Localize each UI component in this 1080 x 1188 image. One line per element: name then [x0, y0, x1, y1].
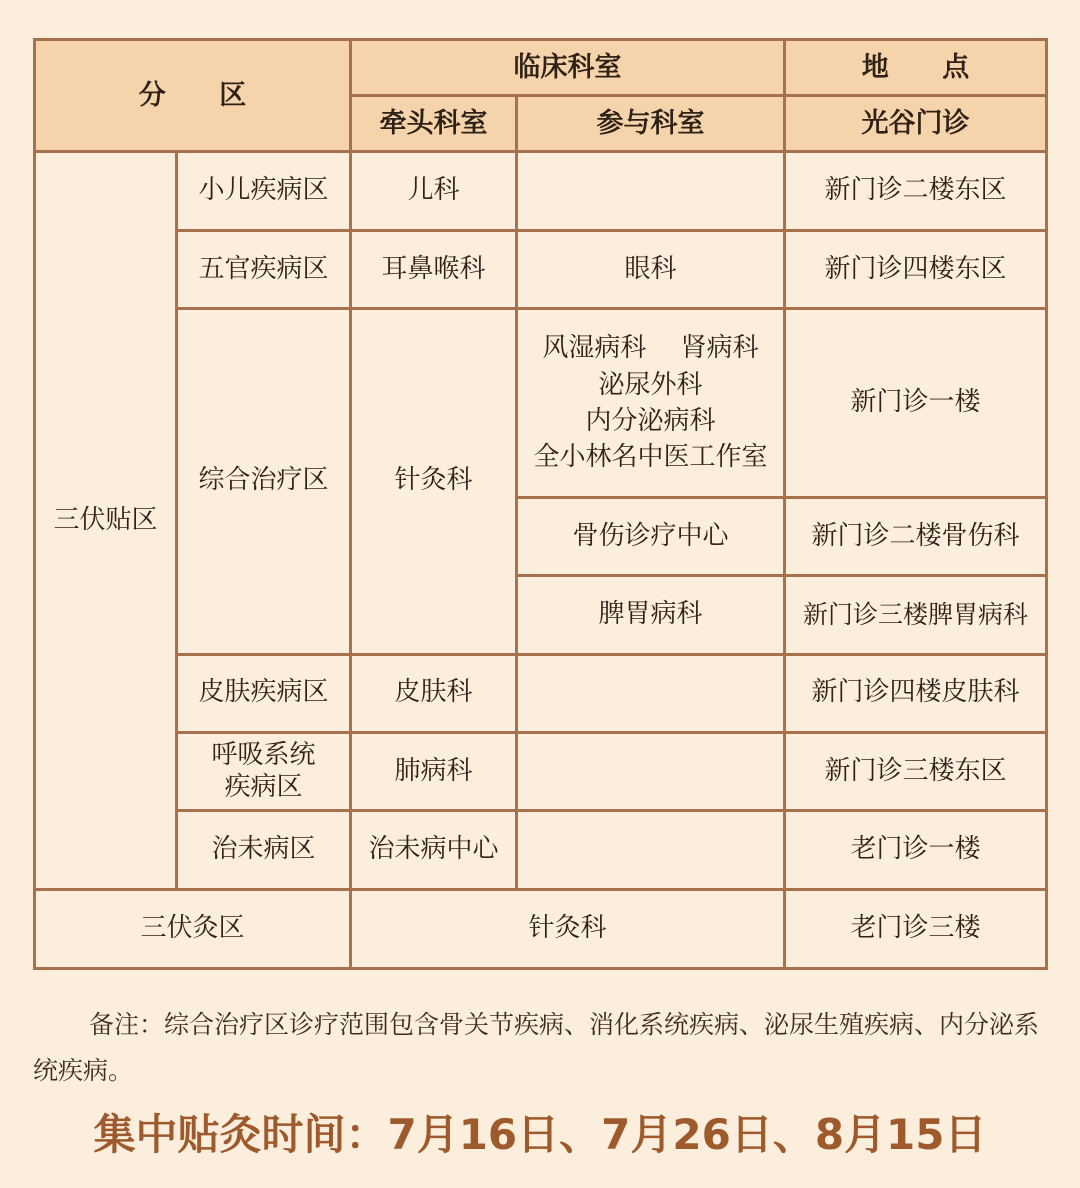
header-location: 地 点	[785, 40, 1047, 96]
zone-sanfutie: 三伏贴区	[35, 152, 177, 889]
participating-line: 泌尿外科	[598, 369, 703, 400]
table-row	[35, 152, 1047, 230]
area-cell: 皮肤疾病区	[177, 654, 351, 732]
area-line: 疾病区	[224, 771, 303, 802]
schedule-table	[33, 38, 1048, 970]
schedule-banner: 集中贴灸时间：7月16日、7月26日、8月15日	[93, 1110, 987, 1159]
header-campus: 光谷门诊	[785, 96, 1047, 152]
location-cell: 老门诊三楼	[785, 889, 1047, 968]
participating-cell: 脾胃病科	[517, 576, 785, 654]
table-row	[35, 889, 1047, 968]
zone-sanfujiu: 三伏灸区	[35, 889, 351, 968]
footnote	[33, 1002, 1045, 1094]
header-zone: 分 区	[35, 40, 351, 152]
location-cell: 新门诊三楼脾胃病科	[785, 576, 1047, 654]
area-cell: 治未病区	[177, 811, 351, 889]
table-row	[35, 732, 1047, 810]
participating-cell	[517, 654, 785, 732]
location-cell: 新门诊一楼	[785, 309, 1047, 498]
location-cell: 新门诊二楼骨伤科	[785, 497, 1047, 575]
area-cell: 综合治疗区	[177, 309, 351, 654]
header-row-1	[35, 40, 1047, 96]
location-cell: 新门诊四楼皮肤科	[785, 654, 1047, 732]
participating-cell	[517, 732, 785, 810]
participating-line: 风湿病科 肾病科	[542, 333, 759, 364]
location-cell: 新门诊二楼东区	[785, 152, 1047, 230]
lead-cell: 肺病科	[351, 732, 517, 810]
participating-line: 内分泌病科	[585, 406, 716, 437]
jiu-dept-cell: 针灸科	[351, 889, 785, 968]
lead-cell: 儿科	[351, 152, 517, 230]
table-row	[35, 230, 1047, 308]
header-lead-dept: 牵头科室	[351, 96, 517, 152]
area-cell	[177, 732, 351, 810]
footnote-text: 备注：综合治疗区诊疗范围包含骨关节疾病、消化系统疾病、泌尿生殖疾病、内分泌系统疾病。	[33, 1010, 1040, 1085]
table-row	[35, 654, 1047, 732]
lead-cell: 治未病中心	[351, 811, 517, 889]
header-participating-dept: 参与科室	[517, 96, 785, 152]
header-clinical-dept: 临床科室	[351, 40, 785, 96]
table-row	[35, 309, 1047, 498]
lead-cell: 针灸科	[351, 309, 517, 654]
area-cell: 小儿疾病区	[177, 152, 351, 230]
location-cell: 新门诊三楼东区	[785, 732, 1047, 810]
lead-cell: 皮肤科	[351, 654, 517, 732]
participating-cell	[517, 152, 785, 230]
participating-cell: 眼科	[517, 230, 785, 308]
participating-cell: 骨伤诊疗中心	[517, 497, 785, 575]
table-row	[35, 811, 1047, 889]
lead-cell: 耳鼻喉科	[351, 230, 517, 308]
area-line: 呼吸系统	[211, 740, 316, 771]
participating-cell	[517, 811, 785, 889]
participating-cell	[517, 309, 785, 498]
participating-line: 全小林名中医工作室	[533, 442, 768, 473]
area-cell: 五官疾病区	[177, 230, 351, 308]
location-cell: 新门诊四楼东区	[785, 230, 1047, 308]
location-cell: 老门诊一楼	[785, 811, 1047, 889]
